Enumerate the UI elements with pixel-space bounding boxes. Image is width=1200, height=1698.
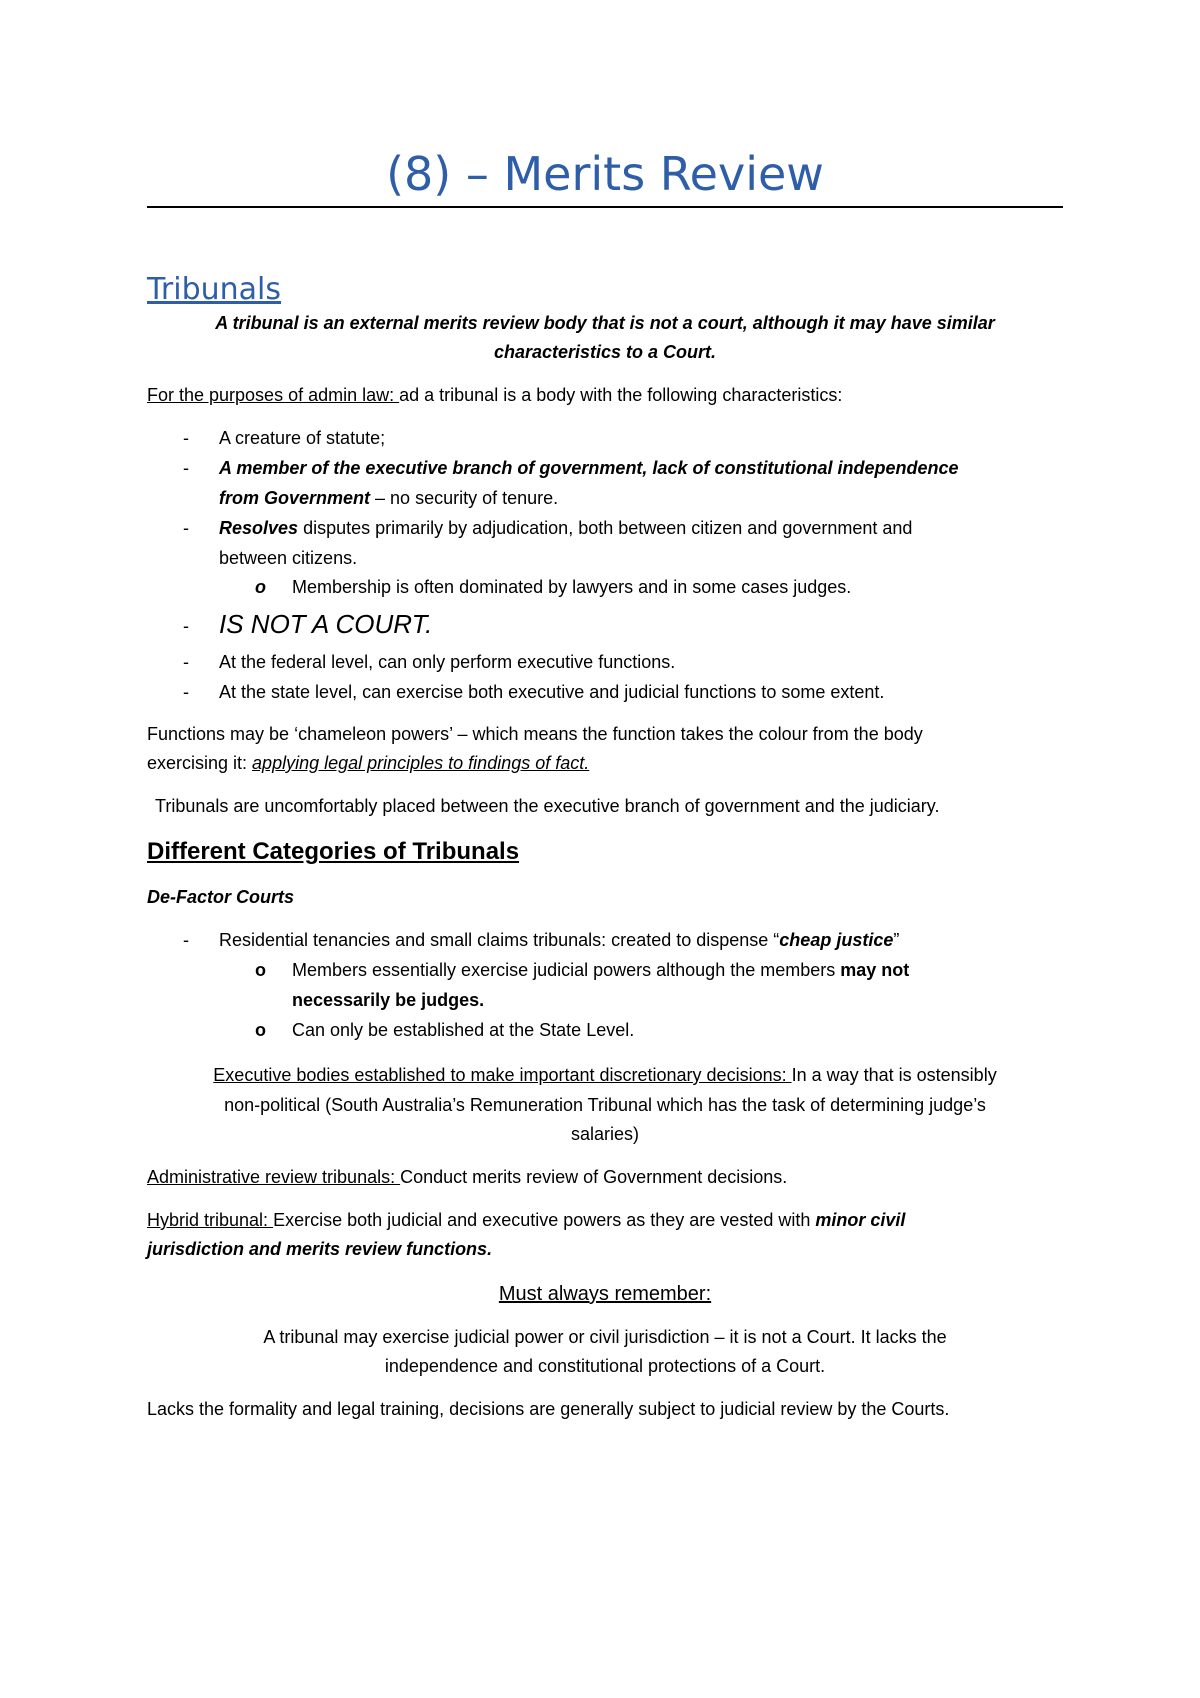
administrative-review-text: Conduct merits review of Government decisions. (400, 1167, 788, 1187)
bullet-executive-member-cont (219, 486, 558, 510)
legal-principles-text: applying legal principles to findings of fact. (252, 753, 590, 773)
bullet-federal-level: At the federal level, can only perform executive functions. (219, 652, 676, 672)
tribunals-heading: Tribunals (147, 272, 282, 307)
exercising-text: exercising it: (147, 753, 253, 773)
resolves-rest: disputes primarily by adjudication, both between citizen and government and (298, 518, 913, 538)
executive-bodies-label: Executive bodies established to make important discretionary decisions: (213, 1065, 792, 1085)
bullet-dash: - (183, 428, 189, 448)
bullet-dash: - (183, 616, 189, 636)
definition-line-2: characteristics to a Court. (493, 342, 717, 362)
bullet-creature-of-statute: A creature of statute; (219, 428, 386, 448)
bullet-dash: - (183, 652, 189, 672)
sub-bullet-marker: o (255, 577, 266, 597)
residential-text: Residential tenancies and small claims tribunals: created to dispense “ (219, 930, 780, 950)
hybrid-line-2: jurisdiction and merits review functions. (147, 1239, 493, 1259)
minor-civil-text: minor civil (815, 1210, 906, 1230)
hybrid-label: Hybrid tribunal: (147, 1210, 274, 1230)
definition-line-1: A tribunal is an external merits review body that is not a court, although it may have similar (215, 313, 995, 333)
quote-close: ” (893, 930, 900, 950)
sub-bullet-marker: o (255, 960, 266, 980)
chameleon-line-2 (147, 751, 589, 775)
sub-bullet-members-cont: necessarily be judges. (292, 990, 485, 1010)
title-divider (147, 206, 1063, 208)
bullet-dash: - (183, 458, 189, 478)
purposes-paragraph (147, 383, 842, 407)
may-not-text: may not (840, 960, 910, 980)
hybrid-text: Exercise both judicial and executive powers as they are vested with (273, 1210, 816, 1230)
executive-bodies-line-1 (147, 1063, 1063, 1087)
page-title: (8) – Merits Review (386, 147, 824, 201)
sub-bullet-marker: o (255, 1020, 266, 1040)
remember-line-1: A tribunal may exercise judicial power or civil jurisdiction – it is not a Court. It lacks the (263, 1327, 947, 1347)
must-remember-heading: Must always remember: (498, 1283, 712, 1305)
executive-bodies-line-3: salaries) (570, 1124, 640, 1144)
purposes-label: For the purposes of admin law: (147, 385, 400, 405)
chameleon-line-1: Functions may be ‘chameleon powers’ – which means the function takes the colour from the body (147, 724, 923, 744)
administrative-review-paragraph (147, 1165, 787, 1189)
from-government-text: from Government (219, 488, 371, 508)
defacto-courts-subheading: De-Factor Courts (147, 887, 295, 907)
purposes-text: ad a tribunal is a body with the following characteristics: (399, 385, 843, 405)
bullet-resolves (219, 516, 912, 540)
lacks-formality-paragraph: Lacks the formality and legal training, decisions are generally subject to judicial review by the Courts. (147, 1399, 950, 1419)
bullet-dash: - (183, 682, 189, 702)
sub-bullet-membership: Membership is often dominated by lawyers and in some cases judges. (292, 577, 852, 597)
administrative-review-label: Administrative review tribunals: (147, 1167, 401, 1187)
bullet-resolves-cont: between citizens. (219, 548, 358, 568)
sub-bullet-members (292, 958, 909, 982)
bullet-executive-member: A member of the executive branch of government, lack of constitutional independence (219, 458, 959, 478)
bullet-not-a-court: IS NOT A COURT. (219, 609, 433, 639)
bullet-residential-tenancies (219, 928, 899, 952)
members-text: Members essentially exercise judicial powers although the members (292, 960, 841, 980)
hybrid-line-1 (147, 1208, 905, 1232)
categories-heading: Different Categories of Tribunals (147, 838, 520, 865)
executive-bodies-line-2: non-political (South Australia’s Remuneration Tribunal which has the task of determining judge’s (224, 1095, 986, 1115)
bullet-dash: - (183, 518, 189, 538)
cheap-justice-text: cheap justice (779, 930, 894, 950)
resolves-text: Resolves (219, 518, 299, 538)
sub-bullet-state-level: Can only be established at the State Level. (292, 1020, 635, 1040)
uncomfortable-paragraph: Tribunals are uncomfortably placed between the executive branch of government and the judiciary. (155, 796, 940, 816)
remember-line-2: independence and constitutional protections of a Court. (384, 1356, 826, 1376)
bullet-dash: - (183, 930, 189, 950)
bullet-state-level: At the state level, can exercise both executive and judicial functions to some extent. (219, 682, 885, 702)
tenure-text: – no security of tenure. (370, 488, 559, 508)
executive-bodies-rest: In a way that is ostensibly (791, 1065, 997, 1085)
